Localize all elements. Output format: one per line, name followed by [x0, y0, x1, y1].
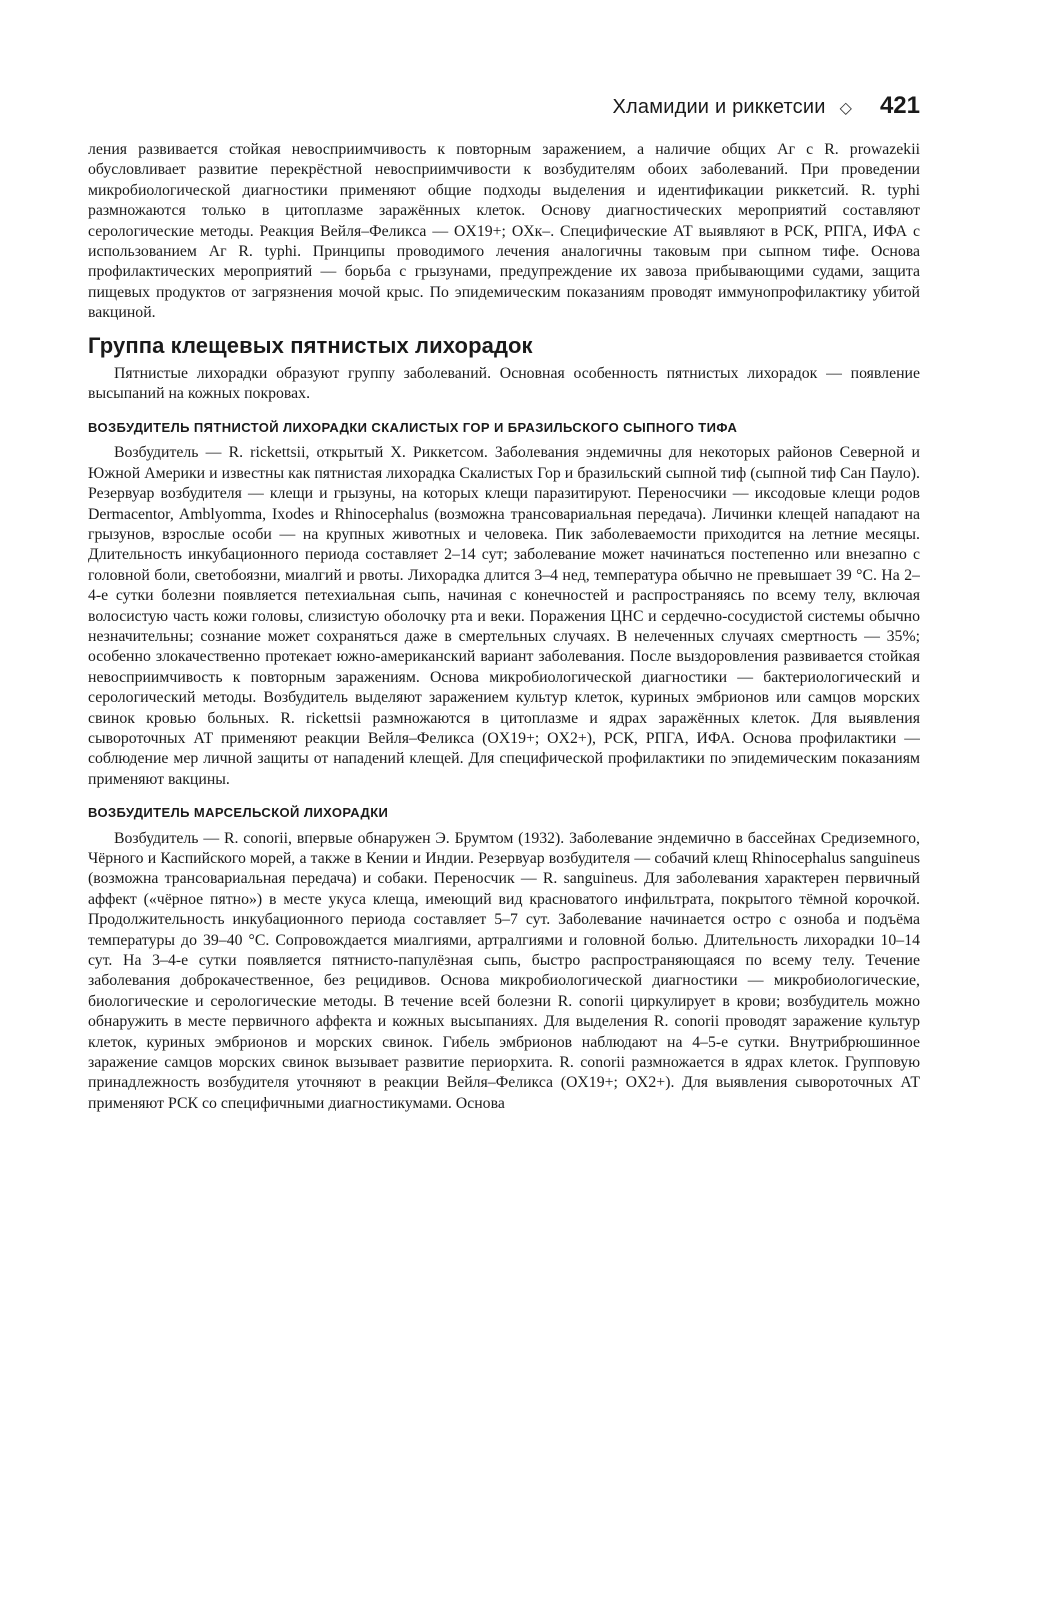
section-heading: Группа клещевых пятнистых лихорадок [88, 332, 533, 358]
paragraph-intro: ления развивается стойкая невосприимчивость к повторным заражением, а наличие общих Аг с R. prowazekii обусловливает развитие перекрёстной невосприимчивости к возбудителям обоих заболеваний. При проведении микробиологической диагностики применяют общие подходы выделения и идентификации риккетсий. R. typhi размножаются только в цитоплазме заражённых клеток. Основу диагностических мероприятий составляют серологические методы. Реакция Вейля–Феликса — OX19+; OXк–. Специфические АТ выявляют в РСК, РПГА, ИФА с использованием Аг R. typhi. Принципы проводимого лечения аналогичны таковым при сыпном тифе. Основа профилактических мероприятий — борьба с грызунами, предупреждение их завоза прибывающими судами, защита пищевых продуктов от загрязнения мочой крыс. По эпидемическим показаниям проводят иммунопрофилактику убитой вакциной. [88, 141, 920, 322]
running-head [613, 92, 920, 132]
diamond-icon: ◇ [839, 100, 852, 117]
subsection-heading-marseille: ВОЗБУДИТЕЛЬ МАРСЕЛЬСКОЙ ЛИХОРАДКИ [88, 805, 389, 821]
document-page [88, 88, 920, 1578]
paragraph-rocky: Возбудитель — R. rickettsii, открытый X. Риккетсом. Заболевания эндемичны для некоторых районов Северной и Южной Америки и известны как пятнистая лихорадка Скалистых Гор и бразильский сыпной тиф (сыпной тиф Сан Пауло). Резервуар возбудителя — клещи и грызуны, на которых клещи паразитируют. Переносчики — иксодовые клещи родов Dermacentor, Amblyomma, Ixodes и Rhinocephalus (возможна трансовариальная передача). Личинки клещей нападают на грызунов, взрослые особи — на крупных животных и человека. Пик заболеваемости приходится на летние месяцы. Длительность инкубационного периода составляет 2–14 сут; заболевание может начинаться постепенно или внезапно с головной боли, светобоязни, миалгий и рвоты. Лихорадка длится 3–4 нед, температура обычно не превышает 39 °С. На 2–4-е сутки болезни появляется петехиальная сыпь, начиная с конечностей и распространяясь по всему телу, включая волосистую часть кожи головы, слизистую оболочку рта и веки. Поражения ЦНС и сердечно-сосудистой системы обычно незначительны; сознание может сохраняться даже в смертельных случаях. В нелеченных случаях смертность — 35%; особенно злокачественно протекает южно-американский вариант заболевания. После выздоровления развивается стойкая невосприимчивость к повторным заражениям. Основа микробиологической диагностики — бактериологический и серологический методы. Возбудитель выделяют заражением культур клеток, куриных эмбрионов или самцов морских свинок кровью больных. R. rickettsii размножаются в цитоплазме и ядрах заражённых клеток. Для выявления сывороточных АТ применяют реакции Вейля–Феликса (OX19+; OX2+), РСК, РПГА, ИФА. Основа профилактики — соблюдение мер личной защиты от нападений клещей. Для специфической профилактики по эпидемическим показаниям применяют вакцины. [88, 444, 920, 788]
page-content [88, 140, 920, 1114]
running-head-title: Хламидии и риккетсии [612, 96, 826, 118]
paragraph-marseille: Возбудитель — R. conorii, впервые обнаружен Э. Брумтом (1932). Заболевание эндемично в бассейнах Средиземного, Чёрного и Каспийского морей, а также в Кении и Индии. Резервуар возбудителя — собачий клещ Rhinocephalus sanguineus (возможна трансовариальная передача) и собаки. Переносчик — R. sanguineus. Для заболевания характерен первичный аффект («чёрное пятно») в месте укуса клеща, имеющий вид красноватого инфильтрата, покрытого тёмной корочкой. Продолжительность инкубационного периода составляет 5–7 сут. Заболевание начинается остро с озноба и подъёма температуры до 39–40 °С. Сопровождается миалгиями, артралгиями и головной болью. Длительность лихорадки 10–14 сут. На 3–4-е сутки появляется пятнисто-папулёзная сыпь, быстро распространяющаяся по всему телу. Течение заболевания доброкачественное, без рецидивов. Основа микробиологической диагностики — микробиологические, биологические и серологические методы. В течение всей болезни R. conorii циркулирует в крови; возбудитель можно обнаружить в месте первичного аффекта и кожных высыпаниях. Для выделения R. conorii проводят заражение культур клеток, куриных эмбрионов и морских свинок. Гибель эмбрионов наблюдают на 4–5-е сутки. Внутрибрюшинное заражение самцов морских свинок вызывает развитие периорхита. R. conorii размножается в ядрах клеток. Групповую принадлежность возбудителя уточняют в реакции Вейля–Феликса (OX19+; OX2+). Для выявления сывороточных АТ применяют РСК со специфичными диагностикумами. Основа [88, 829, 920, 1112]
paragraph-group: Пятнистые лихорадки образуют группу заболеваний. Основная особенность пятнистых лихорадок — появление высыпаний на кожных покровах. [88, 365, 920, 403]
subsection-heading-rocky: ВОЗБУДИТЕЛЬ ПЯТНИСТОЙ ЛИХОРАДКИ СКАЛИСТЫХ ГОР И БРАЗИЛЬСКОГО СЫПНОГО ТИФА [88, 419, 738, 435]
page-number: 421 [879, 92, 920, 119]
